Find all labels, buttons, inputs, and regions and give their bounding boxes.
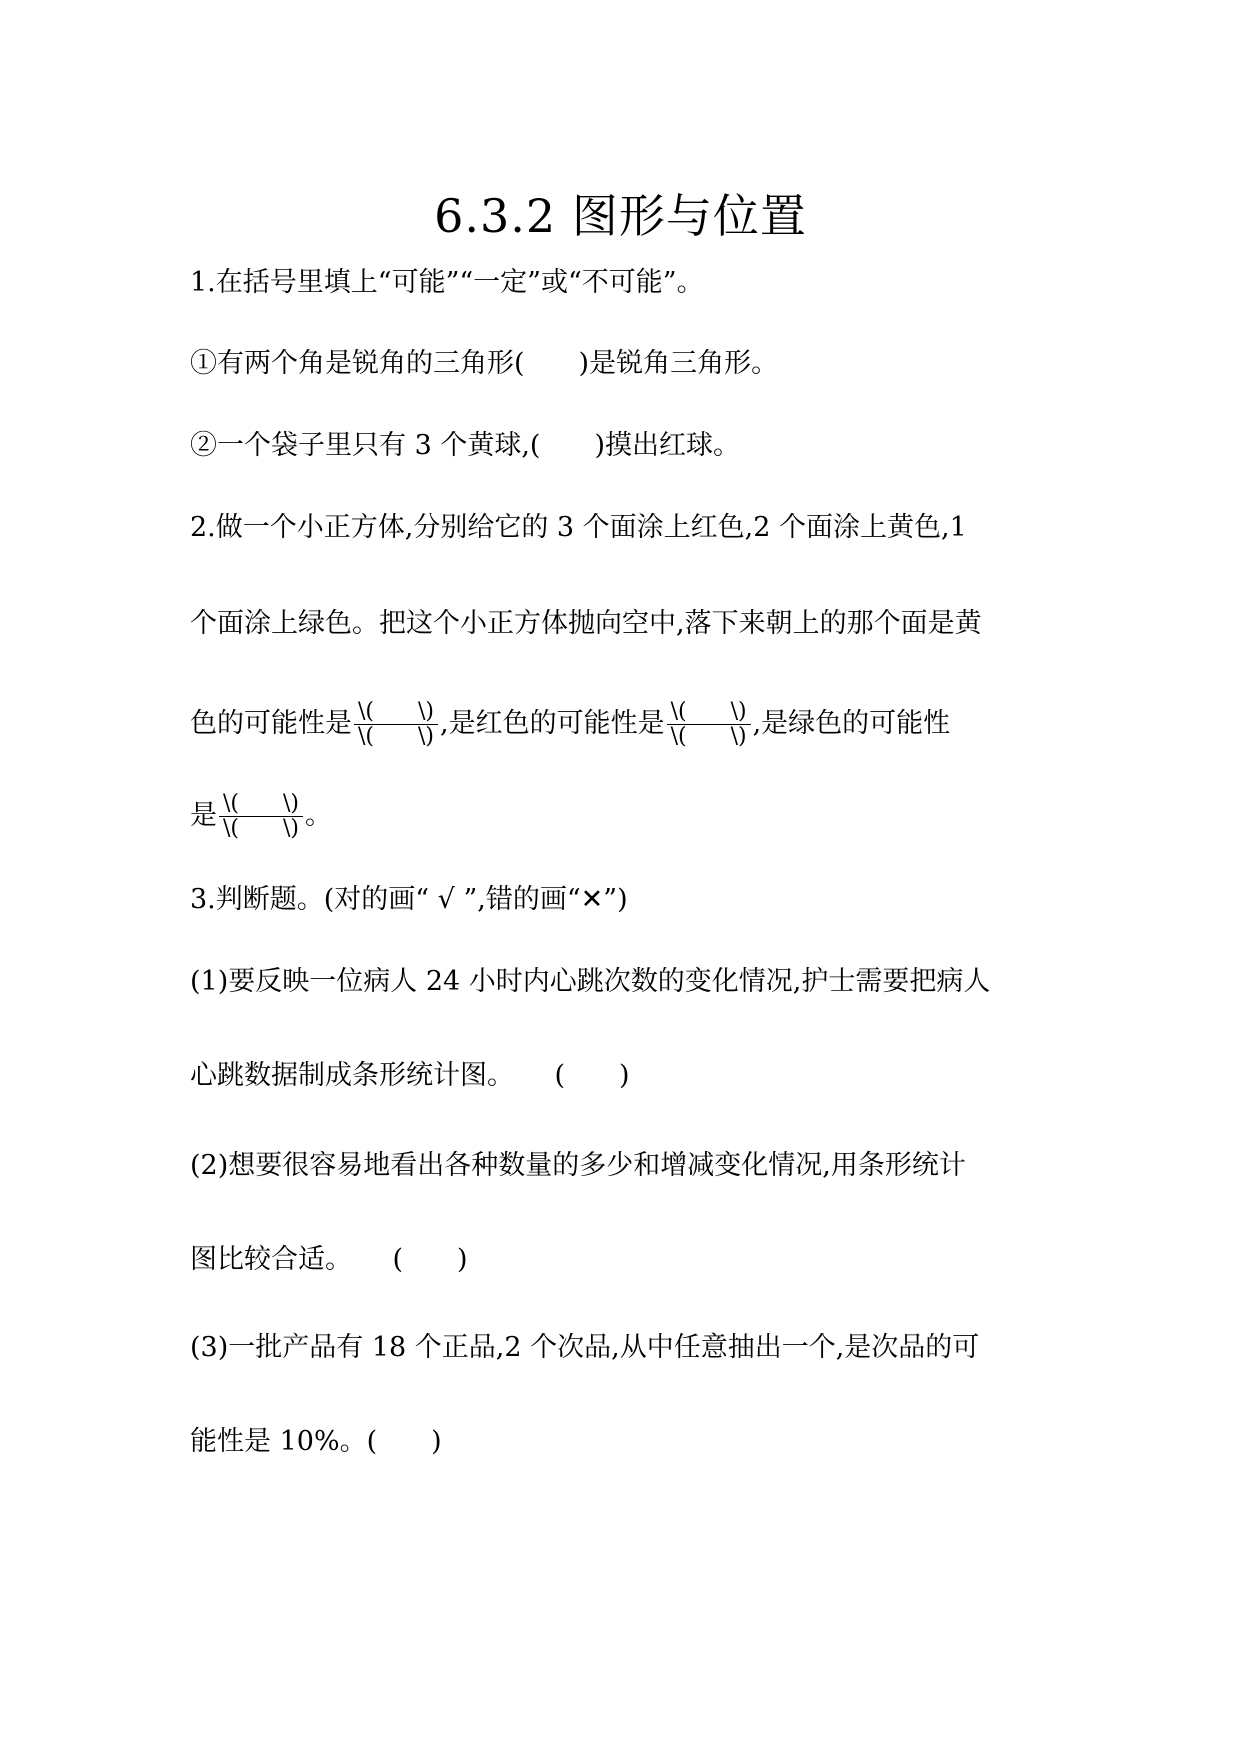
- question-2-line-3: [190, 700, 950, 749]
- question-3-part-2-line-2: 图比较合适。 ( ): [190, 1244, 468, 1275]
- fraction-green-denominator: \( \): [223, 816, 299, 841]
- question-3-part-2-line-1: (2)想要很容易地看出各种数量的多少和增减变化情况,用条形统计: [190, 1150, 966, 1181]
- question-3-part-3-line-2: 能性是 10%。( ): [190, 1426, 442, 1457]
- fraction-green[interactable]: [219, 792, 303, 841]
- fraction-yellow-numerator: \( \): [354, 700, 438, 725]
- fraction-red[interactable]: [667, 700, 751, 749]
- fraction-red-numerator: \( \): [667, 700, 751, 725]
- fraction-yellow[interactable]: [354, 700, 438, 749]
- question-2-text-yellow: 色的可能性是: [190, 708, 352, 739]
- question-2-line-4: [190, 792, 332, 841]
- question-1-item-2: ②一个袋子里只有 3 个黄球,( )摸出红球。: [190, 430, 740, 461]
- fraction-green-numerator: \( \): [219, 792, 303, 817]
- question-3-part-1-line-1: (1)要反映一位病人 24 小时内心跳次数的变化情况,护士需要把病人: [190, 966, 991, 997]
- fraction-yellow-denominator: \( \): [358, 724, 434, 749]
- question-3-stem: 3.判断题。(对的画“ √ ”,错的画“✕”): [190, 884, 628, 915]
- page-title: 6.3.2 图形与位置: [434, 189, 807, 243]
- question-1-item-1: ①有两个角是锐角的三角形( )是锐角三角形。: [190, 348, 779, 379]
- question-2-text-is: 是: [190, 800, 217, 831]
- question-3-part-3-line-1: (3)一批产品有 18 个正品,2 个次品,从中任意抽出一个,是次品的可: [190, 1332, 980, 1363]
- question-2-line-2: 个面涂上绿色。把这个小正方体抛向空中,落下来朝上的那个面是黄: [190, 608, 982, 639]
- question-2-text-red: ,是红色的可能性是: [440, 708, 665, 739]
- question-2-text-end: 。: [305, 800, 332, 831]
- question-3-part-1-line-2: 心跳数据制成条形统计图。 ( ): [190, 1060, 630, 1091]
- question-2-text-green: ,是绿色的可能性: [752, 708, 951, 739]
- fraction-red-denominator: \( \): [670, 724, 747, 749]
- question-1-stem: 1.在括号里填上“可能”“一定”或“不可能”。: [190, 267, 704, 298]
- question-2-line-1: 2.做一个小正方体,分别给它的 3 个面涂上红色,2 个面涂上黄色,1: [190, 512, 967, 543]
